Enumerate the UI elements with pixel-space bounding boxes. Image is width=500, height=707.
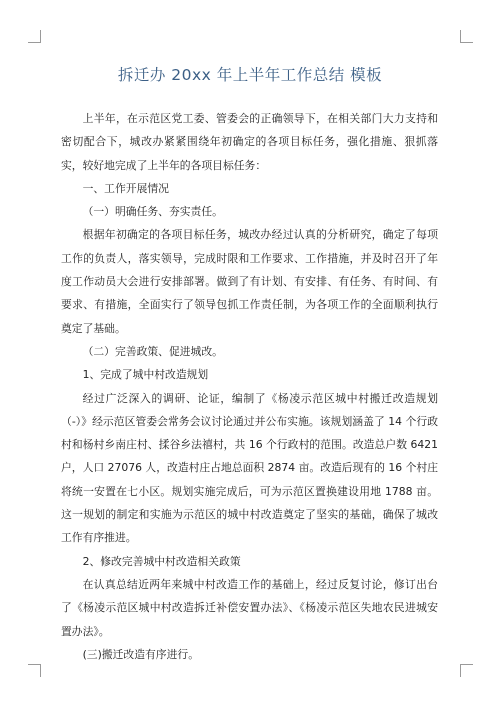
subsection-heading: (三)搬迁改造有序进行。 bbox=[82, 647, 199, 661]
crop-mark-top-right bbox=[460, 30, 473, 43]
crop-mark-bottom-right bbox=[460, 664, 473, 677]
subsection-heading: （一）明确任务、夯实责任。 bbox=[82, 205, 223, 219]
item-heading: 2、修改完善城中村改造相关政策 bbox=[82, 554, 241, 568]
body-paragraph: 在认真总结近两年来城中村改造工作的基础上，经过反复讨论，修订出台了《杨凌示范区城中村改造拆迁补偿安置办法》、《杨凌示范区失地农民进城安置办法》。 bbox=[61, 577, 438, 638]
crop-mark-top-left bbox=[28, 30, 41, 43]
document-title: 拆迁办 20xx 年上半年工作总结 模板 bbox=[117, 66, 383, 84]
body-paragraph: 经过广泛深入的调研、论证，编制了《杨凌示范区城中村搬迁改造规划（-）》经示范区管委会常务会议讨论通过并公布实施。该规划涵盖了 14 个行政村和杨村乡南庄村、揉谷乡法禧村，共 16 个行政村的范围。改造总户数 6421 户，人口 27076 人，改造村庄占地总面积 2874 亩。改造后现有的 16 个村庄将统一安置在七小区。规划实施完成后，可为示范区置换建设用地 1788 亩。这一规划的制定和实施为示范区的城中村改造奠定了坚实的基础，确保了城改工作有序推进。 bbox=[61, 391, 438, 545]
subsection-heading: （二）完善政策、促进城改。 bbox=[82, 344, 223, 358]
intro-paragraph: 上半年，在示范区党工委、管委会的正确领导下，在相关部门大力支持和密切配合下，城改办紧紧围绕年初确定的各项目标任务，强化措施、狠抓落实，较好地完成了上半年的各项目标任务： bbox=[61, 112, 438, 172]
section-heading: 一、工作开展情况 bbox=[82, 181, 169, 195]
item-heading: 1、完成了城中村改造规划 bbox=[82, 368, 209, 382]
document-body bbox=[61, 107, 438, 666]
body-paragraph: 根据年初确定的各项目标任务，城改办经过认真的分析研究，确定了每项工作的负责人，落实领导，完成时限和工作要求、工作措施，并及时召开了年度工作动员大会进行安排部署。做到了有计划、有安排、有任务、有时间、有要求、有措施，全面实行了领导包抓工作责任制，为各项工作的全面顺利执行奠定了基础。 bbox=[61, 228, 438, 335]
crop-mark-bottom-left bbox=[28, 664, 41, 677]
